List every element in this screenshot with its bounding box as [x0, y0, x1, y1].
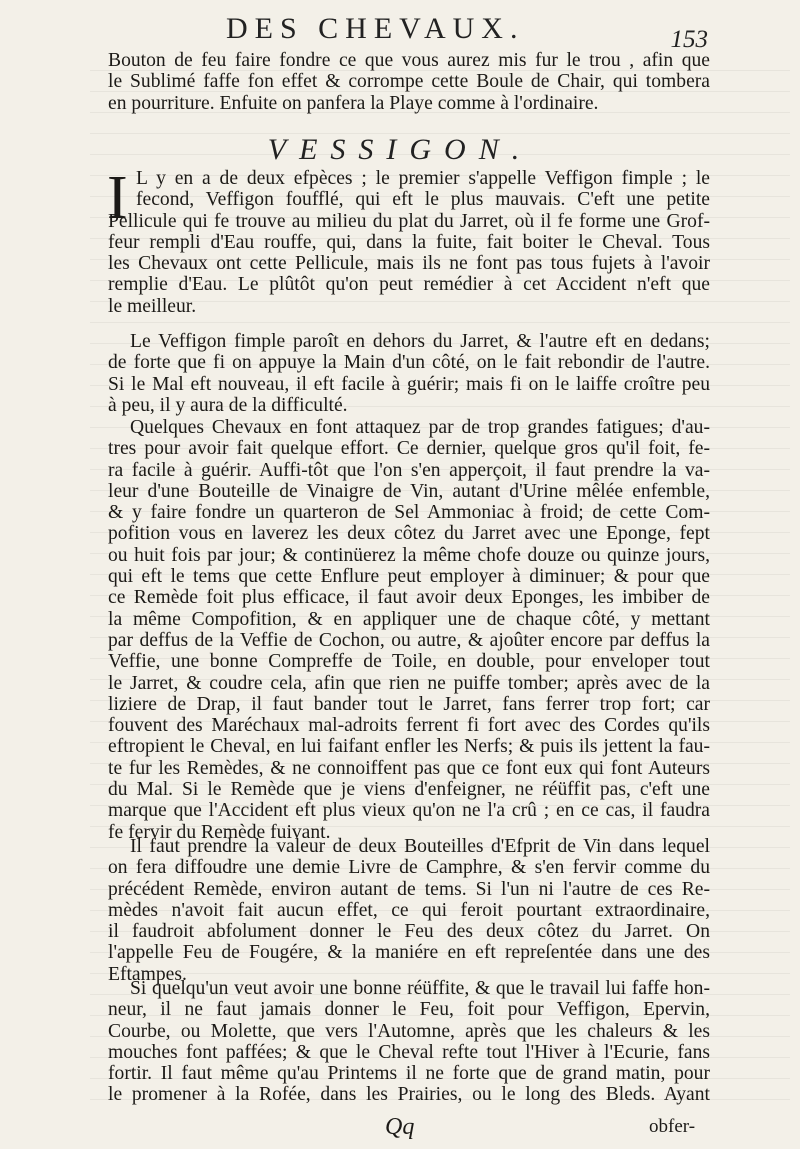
text-line: leur d'une Bouteille de Vinaigre de Vin, autant d'Urine mêlée enfemble, [108, 480, 710, 502]
paragraph-5 [108, 978, 710, 1106]
text-line: l'appelle Feu de Fougére, & la maniére en eft repreſentée dans une des [108, 942, 710, 964]
text-line: L y en a de deux efpèces ; le premier s'appelle Veffigon fimple ; le [136, 168, 710, 189]
text-line: ce Remède foit plus efficace, il faut avoir deux Eponges, les imbiber de [108, 587, 710, 609]
text-line: & y faire fondre un quarteron de Sel Ammoniac à froid; de cette Com- [108, 502, 710, 524]
paragraph-4 [108, 836, 710, 985]
text-line: la même Compofition, & en appliquer une de chaque côté, y mettant [108, 608, 710, 630]
text-line: te fur les Remèdes, & ne connoiffent pas que ce font eux qui font Auteurs [108, 757, 710, 779]
text-line: eftropient le Cheval, en lui faifant enfler les Nerfs; & puis ils jettent la fau- [108, 736, 710, 758]
text-line: mouches font paffées; & que le Cheval refte tout l'Hiver à l'Ecurie, fans [108, 1041, 710, 1063]
running-header [108, 8, 708, 53]
text-line: le promener à la Rofée, dans les Prairies, ou le long des Bleds. Ayant [108, 1084, 710, 1106]
catchword: obfer- [649, 1116, 696, 1137]
text-line: tres pour avoir fait quelque effort. Ce dernier, quelque gros qu'il foit, fe- [108, 438, 710, 460]
text-line: fortir. Il faut même qu'au Printems il ne forte que de grand matin, pour [108, 1063, 710, 1085]
text-line: on fera diffoudre une demie Livre de Camphre, & s'en fervir comme du [108, 857, 710, 879]
text-line: fouvent des Maréchaux mal-adroits ferrent fi fort avec des Cordes qu'ils [108, 715, 710, 737]
text-line: par deffus de la Veffie de Cochon, ou autre, & ajoûter encore par deffus la [108, 629, 710, 651]
intro-paragraph [108, 50, 710, 114]
text-line: le Sublimé faffe fon effet & corrompe cette Boule de Chair, qui tombera [108, 71, 710, 93]
text-line: Bouton de feu faire fondre ce que vous aurez mis fur le trou , afin que [108, 50, 710, 71]
text-line: pofition vous en laverez les deux côtez du Jarret avec une Eponge, fept [108, 523, 710, 545]
paragraph-3 [108, 417, 710, 843]
page-number: 153 [670, 26, 708, 53]
text-line: Courbe, ou Molette, que vers l'Automne, après que les chaleurs & les [108, 1020, 710, 1042]
text-line: ou huit fois par jour; & continüerez la même chofe douze ou quinze jours, [108, 544, 710, 566]
text-line: remplie d'Eau. Le plûtôt qu'on peut remédier à cet Accident n'eft que [108, 274, 710, 296]
text-line: le Jarret, & coudre cela, afin que rien ne puiffe tomber; après avec de la [108, 672, 710, 694]
text-line: précédent Remède, environ autant de tems. Si l'un ni l'autre de ces Re- [108, 878, 710, 900]
text-line: les Chevaux ont cette Pellicule, mais ils ne font pas tous fujets à l'avoir [108, 253, 710, 275]
text-line: qui eft le tems que cette Enflure peut employer à diminuer; & pour que [108, 566, 710, 588]
text-line: fecond, Veffigon foufflé, qui eft le plus mauvais. C'eft une petite [136, 189, 710, 211]
text-line: Eftampes. [108, 963, 187, 985]
text-line: neur, il ne faut jamais donner le Feu, foit pour Veffigon, Epervin, [108, 999, 710, 1021]
text-line: à peu, il y aura de la difficulté. [108, 394, 348, 416]
text-line: Si quelqu'un veut avoir une bonne réüffite, & que le travail lui faffe hon- [130, 978, 710, 999]
text-line: Quelques Chevaux en font attaquez par de trop grandes fatigues; d'au- [130, 417, 710, 438]
running-title: DES CHEVAUX. [226, 12, 525, 45]
text-line: feur rempli d'Eau rouffe, qui, dans la fuite, fait boiter le Cheval. Tous [108, 231, 710, 253]
text-line: le meilleur. [108, 295, 197, 317]
text-line: de forte que fi on appuye la Main d'un côté, on le fait rebondir de l'autre. [108, 352, 710, 374]
drop-cap: I [107, 164, 128, 232]
text-line: Pellicule qui fe trouve au milieu du plat du Jarret, où il fe forme une Grof- [108, 210, 710, 232]
text-line: Le Veffigon fimple paroît en dehors du Jarret, & l'autre eft en dedans; [130, 331, 710, 352]
text-line: ra facile à guérir. Auffi-tôt que l'on s'en apperçoit, il faut prendre la va- [108, 459, 710, 481]
text-line: du Mal. Si le Remède que je viens d'enfeigner, ne réüffit pas, c'eft une [108, 779, 710, 801]
text-line: il faudroit abfolument donner le Feu des deux côtez du Jarret. On [108, 921, 710, 943]
signature-mark: Qq [385, 1114, 415, 1140]
text-line: Il faut prendre la valeur de deux Bouteilles d'Efprit de Vin dans lequel [130, 836, 710, 857]
text-line: marque que l'Accident eft plus vieux qu'on ne l'a crû ; en ce cas, il faudra [108, 800, 710, 822]
text-line: en pourriture. Enfuite on panfera la Playe comme à l'ordinaire. [108, 92, 599, 114]
text-line: liziere de Drap, il faut bander tout le Jarret, fans ferrer trop fort; car [108, 693, 710, 715]
paragraph-2 [108, 331, 710, 416]
text-line: mèdes n'avoit fait aucun effet, ce qui feroit pourtant extraordinaire, [108, 899, 710, 921]
text-line: Si le Mal eft nouveau, il eft facile à guérir; mais fi on le laiffe croître peu [108, 373, 710, 395]
text-line: Veffie, une bonne Compreffe de Toile, en double, pour enveloper tout [108, 651, 710, 673]
text-line: fe fervir du Remède fuivant. [108, 821, 331, 843]
section-heading: VESSIGON. [267, 133, 533, 166]
paragraph-1 [107, 164, 710, 317]
